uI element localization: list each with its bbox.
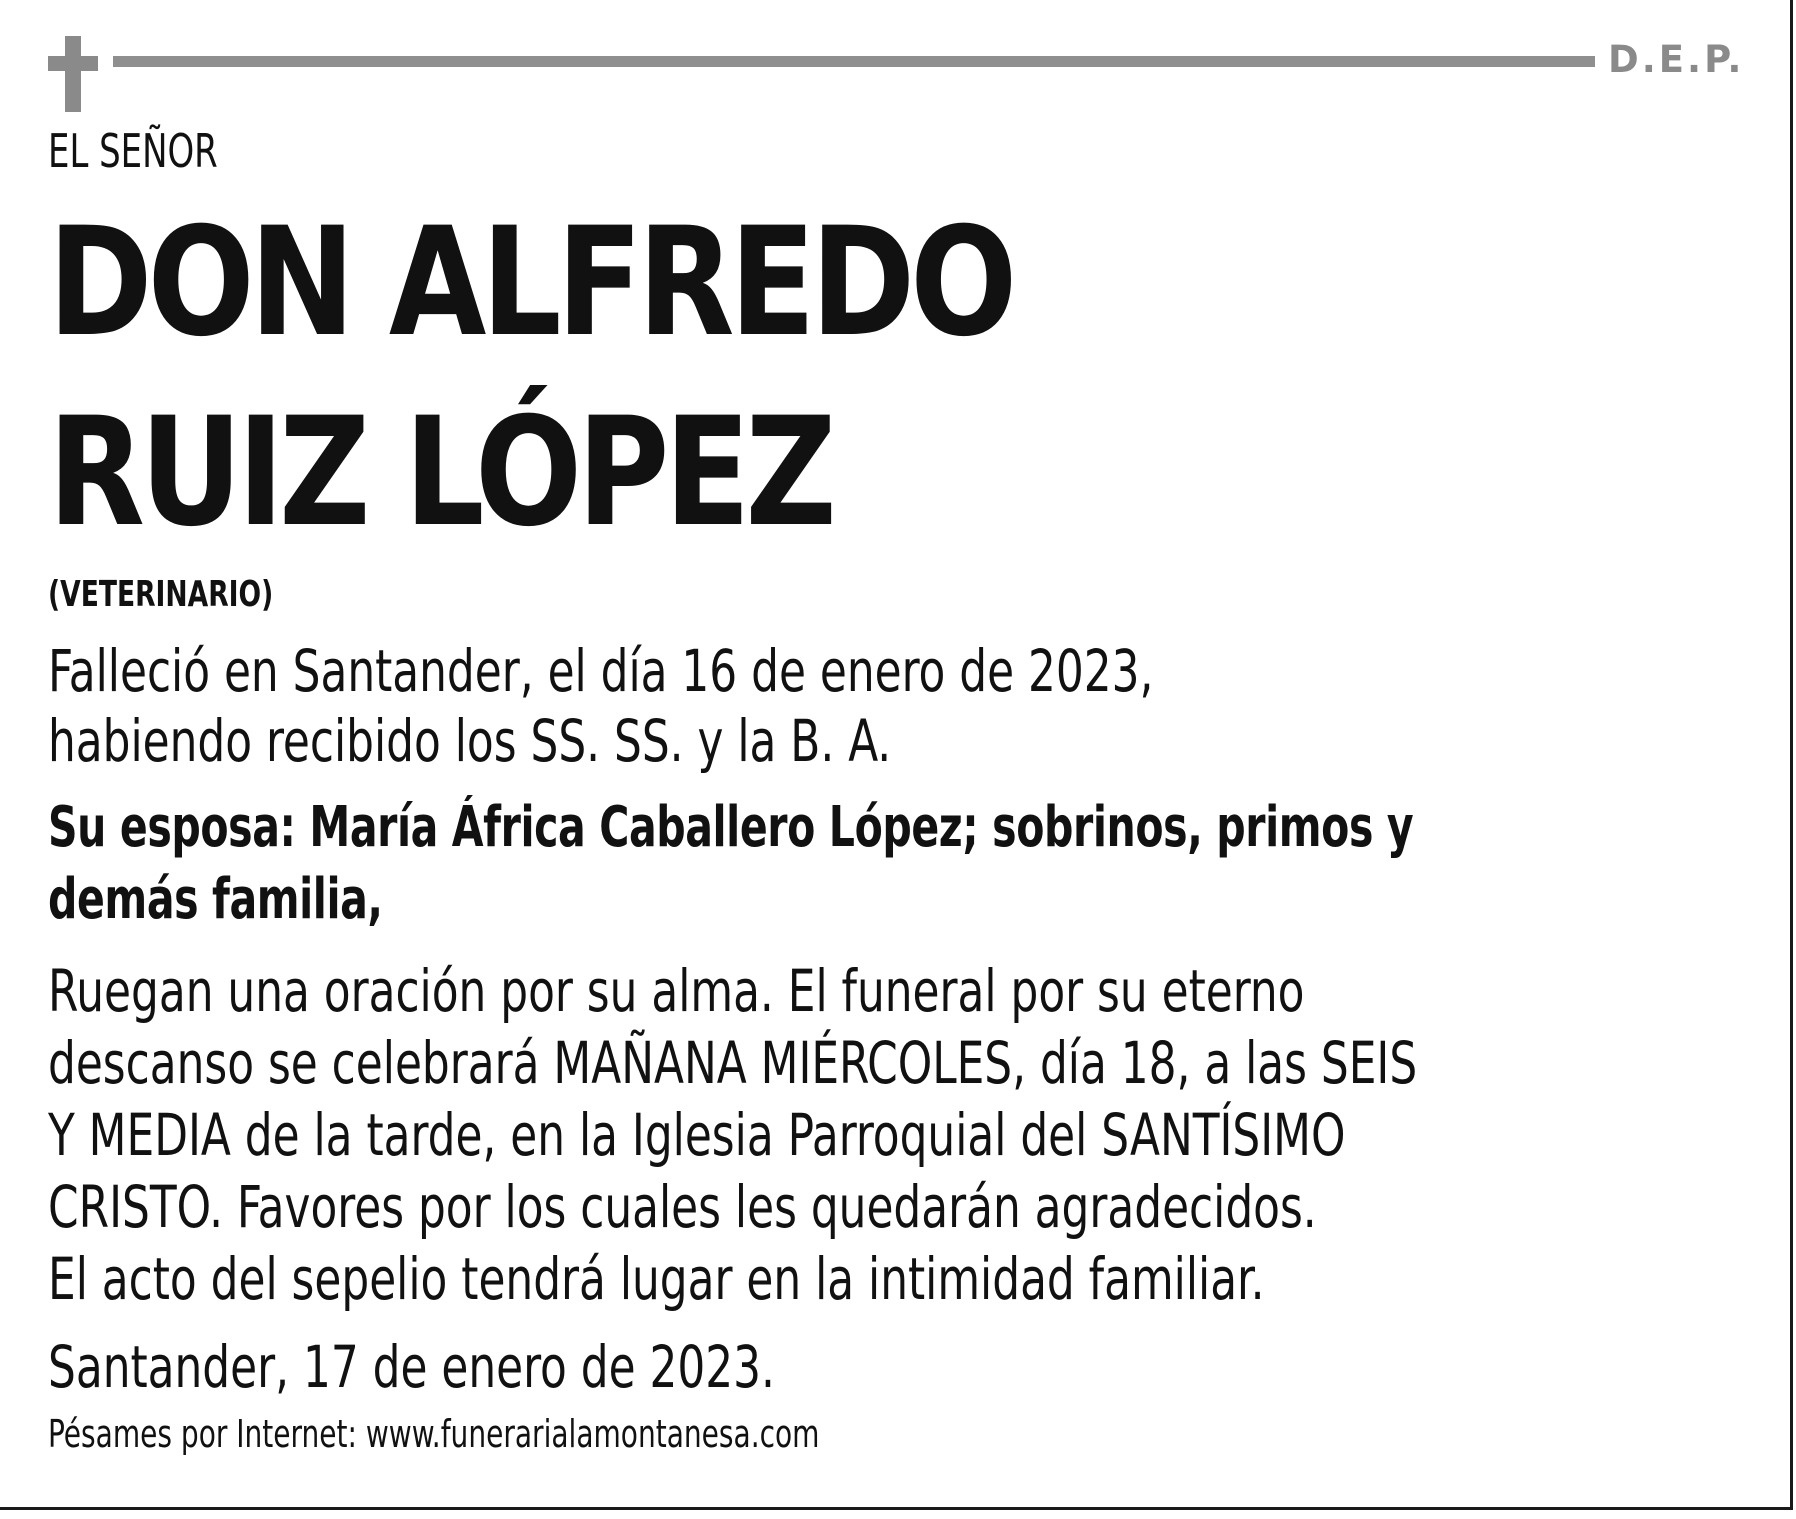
deceased-name-line-1: DON ALFREDO xyxy=(48,196,1013,370)
header-rule xyxy=(113,56,1595,67)
ceremony-line-2: descanso se celebrará MAÑANA MIÉRCOLES, día 18, a las SEIS xyxy=(48,1029,1418,1097)
place-date: Santander, 17 de enero de 2023. xyxy=(48,1333,775,1401)
profession: (VETERINARIO) xyxy=(48,574,274,615)
condolences-website: Pésames por Internet: www.funerarialamontanesa.com xyxy=(48,1412,820,1456)
family-line-1: Su esposa: María África Caballero López; sobrinos, primos y xyxy=(48,795,1414,860)
honorific: EL SEÑOR xyxy=(48,124,218,178)
ceremony-line-1: Ruegan una oración por su alma. El funeral por su eterno xyxy=(48,957,1305,1025)
cross-icon xyxy=(48,36,98,112)
dep-label: D.E.P. xyxy=(1608,38,1745,81)
deceased-name-line-2: RUIZ LÓPEZ xyxy=(48,386,832,560)
ceremony-line-4: CRISTO. Favores por los cuales les quedarán agradecidos. xyxy=(48,1173,1317,1241)
family-line-2: demás familia, xyxy=(48,867,383,932)
ceremony-line-3: Y MEDIA de la tarde, en la Iglesia Parroquial del SANTÍSIMO xyxy=(48,1101,1346,1169)
death-line-1: Falleció en Santander, el día 16 de enero de 2023, xyxy=(48,637,1154,705)
death-line-2: habiendo recibido los SS. SS. y la B. A. xyxy=(48,707,892,775)
ceremony-line-5: El acto del sepelio tendrá lugar en la intimidad familiar. xyxy=(48,1245,1265,1313)
